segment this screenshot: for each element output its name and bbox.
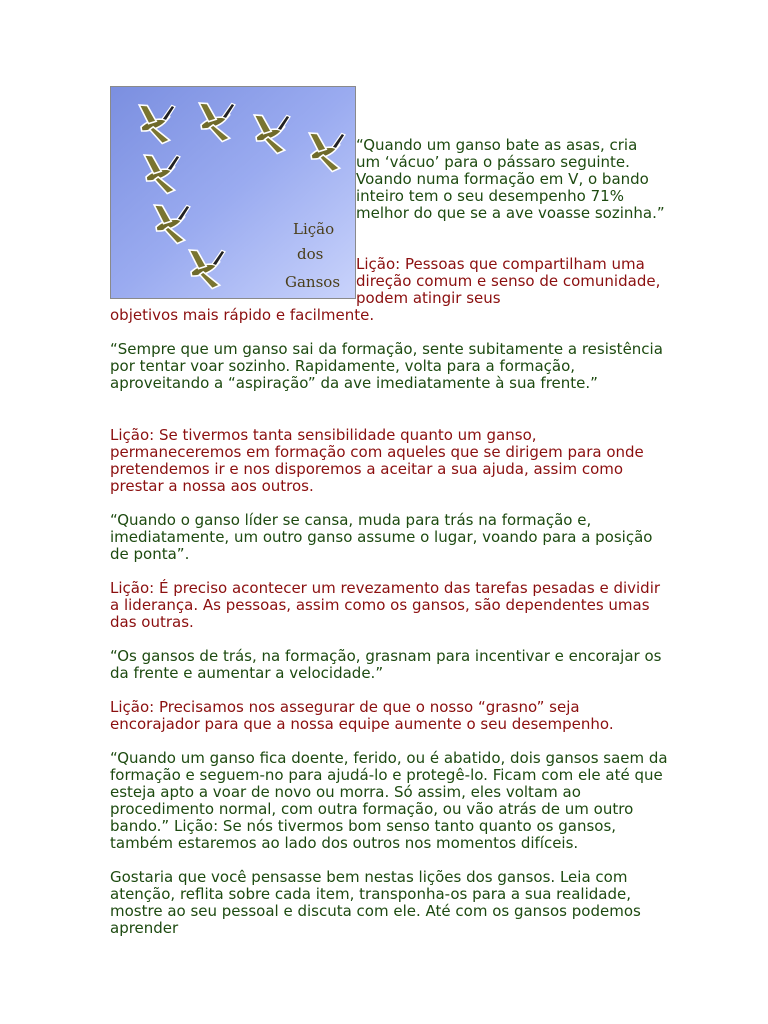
paragraph-quote-2: “Sempre que um ganso sai da formação, sente subitamente a resistência por tentar voar sozinho. Rapidamente, volta para a formação, aproveitando a “aspiração” da ave imediatamente à sua frente.” (110, 340, 663, 392)
paragraph-lesson-4: Lição: Precisamos nos assegurar de que o nosso “grasno” seja encorajador para que a nossa equipe aumente o seu desempenho. (110, 698, 614, 733)
illustration-title-1: Lição (293, 220, 335, 238)
illustration-title-3: Gansos (285, 273, 341, 291)
paragraph-lesson-1b: objetivos mais rápido e facilmente. (110, 306, 375, 324)
geese-illustration (111, 87, 355, 298)
paragraph-quote-5: “Quando um ganso fica doente, ferido, ou é abatido, dois gansos saem da formação e seguem-no para ajudá-lo e protegê-lo. Ficam com ele até que esteja apto a voar de novo ou morra. Só assim, eles voltam ao procedimento normal, com outra formação, ou vão atrás de um outro bando.” Lição: Se nós tivermos bom senso tanto quanto os gansos, também estaremos ao lado dos outros nos momentos difíceis. (110, 749, 668, 852)
paragraph-quote-4: “Os gansos de trás, na formação, grasnam para incentivar e encorajar os da frente e aumentar a velocidade.” (110, 647, 662, 682)
paragraph-quote-3: “Quando o ganso líder se cansa, muda para trás na formação e, imediatamente, um outro ganso assume o lugar, voando para a posição de ponta”. (110, 511, 653, 563)
paragraph-lesson-3: Lição: É preciso acontecer um revezamento das tarefas pesadas e dividir a liderança. As pessoas, assim como os gansos, são dependentes umas das outras. (110, 579, 661, 631)
paragraph-lesson-2: Lição: Se tivermos tanta sensibilidade quanto um ganso, permaneceremos em formação com aqueles que se dirigem para onde pretendemos ir e nos disporemos a aceitar a sua ajuda, assim como prestar a nossa aos outros. (110, 426, 644, 495)
lesson-illustration (110, 86, 356, 299)
paragraph-quote-1: “Quando um ganso bate as asas, cria um ‘vácuo’ para o pássaro seguinte. Voando numa formação em V, o bando inteiro tem o seu desempenho 71% melhor do que se a ave voasse sozinha.” (356, 136, 665, 222)
paragraph-lesson-1a: Lição: Pessoas que compartilham uma direção comum e senso de comunidade, podem atingir seus (356, 255, 661, 307)
paragraph-closing: Gostaria que você pensasse bem nestas lições dos gansos. Leia com atenção, reflita sobre cada item, transponha-os para a sua realidade, mostre ao seu pessoal e discuta com ele. Até com os gansos podemos aprender (110, 868, 641, 937)
illustration-title-2: dos (297, 245, 324, 263)
